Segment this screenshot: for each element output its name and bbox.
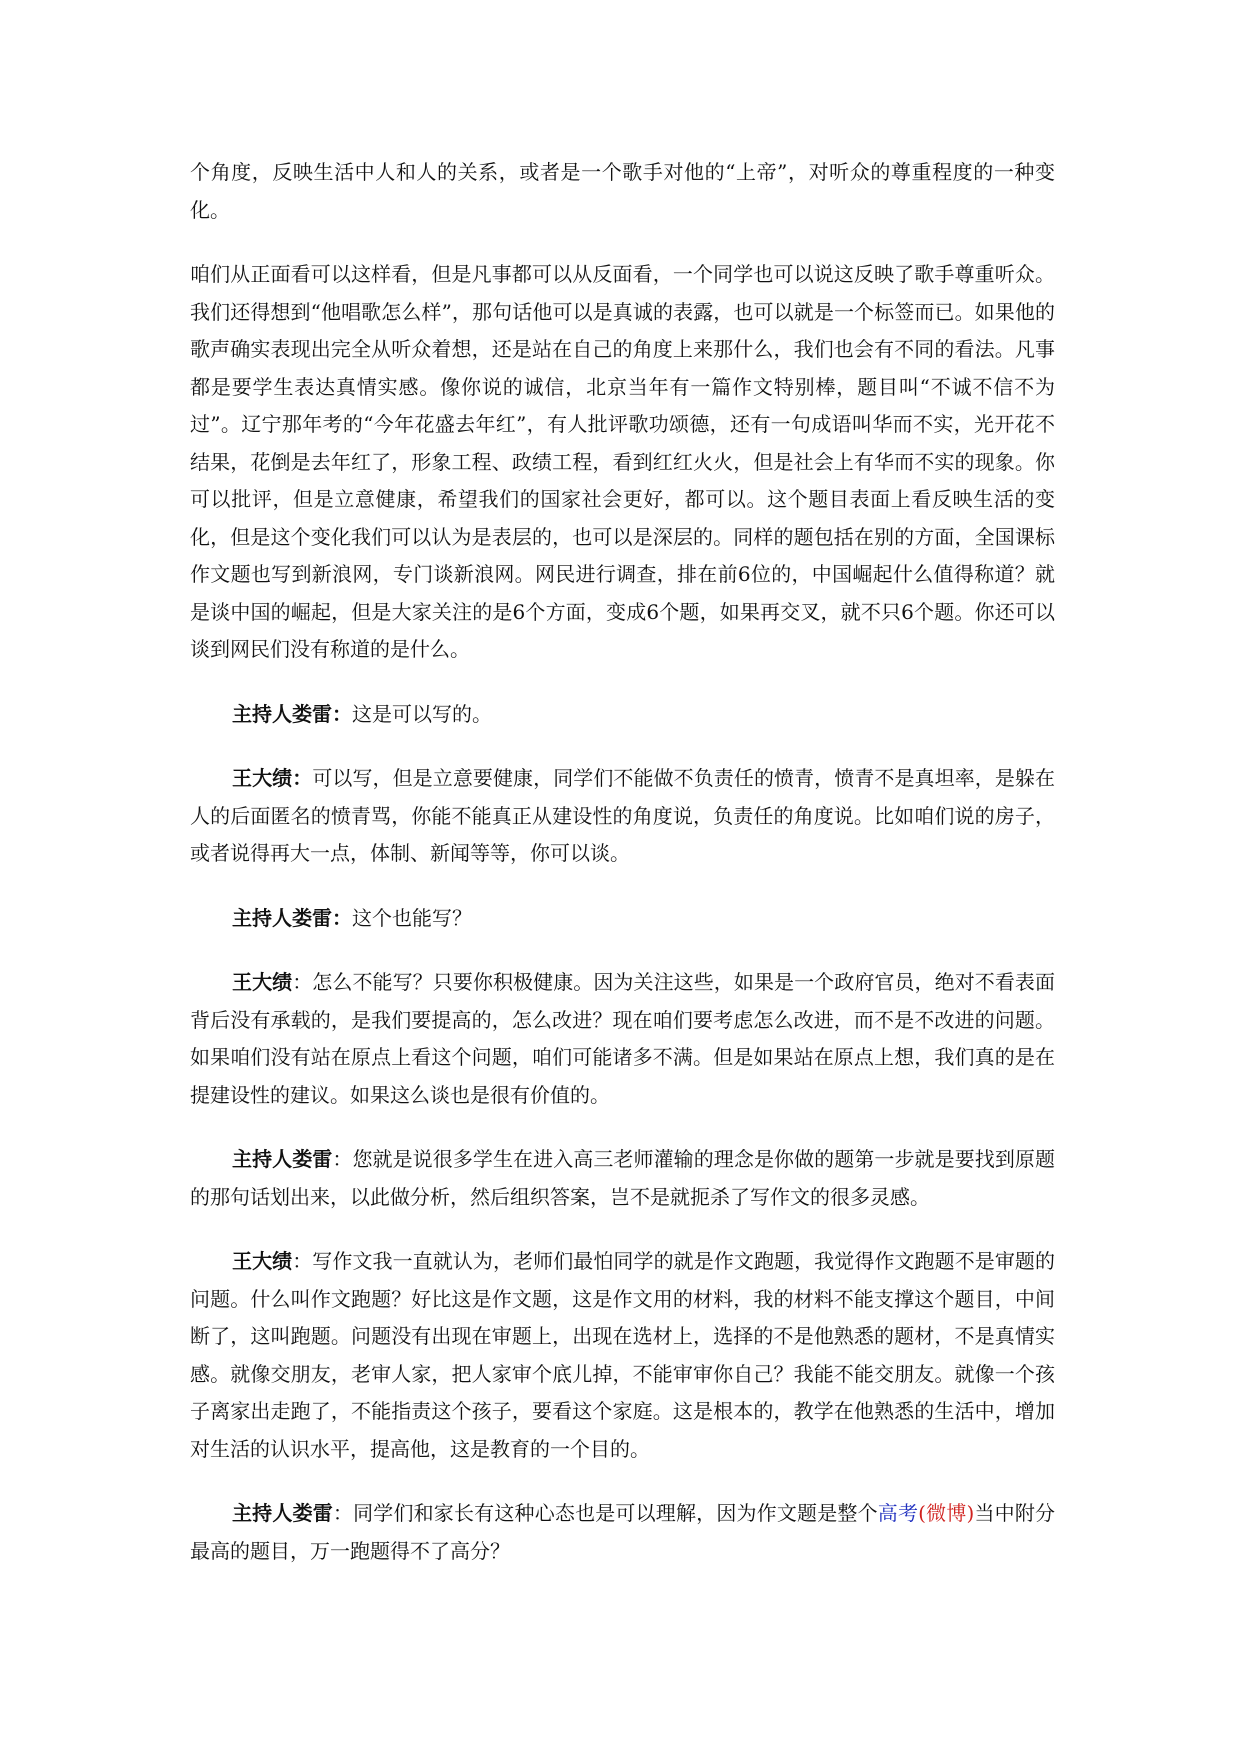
weibo-link[interactable]: 微博 (925, 1501, 967, 1525)
dialogue-text: 这个也能写？ (352, 905, 472, 930)
gaokao-link[interactable]: 高考 (877, 1501, 919, 1525)
speaker-label: 王大绩： (232, 766, 313, 790)
dialogue-text: ：怎么不能写？只要你积极健康。因为关注这些，如果是一个政府官员，绝对不看表面背后没有承载的，是我们要提高的，怎么改进？现在咱们要考虑怎么改进，而不是不改进的问题。如果咱们没有站在原点上看这个问题，咱们可能诸多不满。但是如果站在原点上想，我们真的是在提建设性的建议。如果这么谈也是很有价值的。 (190, 970, 1056, 1107)
paren-close: ) (966, 1501, 975, 1525)
paragraph-continuation: 个角度，反映生活中人和人的关系，或者是一个歌手对他的“上帝”，对听众的尊重程度的一种变化。 (190, 160, 1055, 222)
dialogue-host-2 (190, 900, 1055, 938)
dialogue-host-1 (190, 696, 1055, 734)
dialogue-text: 可以写，但是立意要健康，同学们不能做不负责任的愤青，愤青不是真坦率，是躲在人的后面匿名的愤青骂，你能不能真正从建设性的角度说，负责任的角度说。比如咱们说的房子，或者说得再大一点，体制、新闻等等，你可以谈。 (190, 766, 1056, 865)
dialogue-text: ：写作文我一直就认为，老师们最怕同学的就是作文跑题，我觉得作文跑题不是审题的问题。什么叫作文跑题？好比这是作文题，这是作文用的材料，我的材料不能支撑这个题目，中间断了，这叫跑题。问题没有出现在审题上，出现在选材上，选择的不是他熟悉的题材，不是真情实感。就像交朋友，老审人家，把人家审个底儿掉，不能审审你自己？我能不能交朋友。就像一个孩子离家出走跑了，不能指责这个孩子，要看这个家庭。这是根本的，教学在他熟悉的生活中，增加对生活的认识水平，提高他，这是教育的一个目的。 (190, 1249, 1056, 1461)
dialogue-guest-3 (190, 1243, 1055, 1468)
dialogue-text: 当中附分最高的题目，万一跑题得不了高分？ (190, 1501, 1056, 1563)
dialogue-host-3 (190, 1141, 1055, 1216)
paren-open: ( (918, 1501, 926, 1525)
dialogue-text: ：同学们和家长有这种心态也是可以理解，因为作文题是整个 (332, 1501, 878, 1525)
speaker-label: 王大绩 (232, 1249, 293, 1273)
paragraph-analysis: 咱们从正面看可以这样看，但是凡事都可以从反面看，一个同学也可以说这反映了歌手尊重听众。我们还得想到“他唱歌怎么样”，那句话他可以是真诚的表露，也可以就是一个标签而已。如果他的歌声确实表现出完全从听众着想，还是站在自己的角度上来那什么，我们也会有不同的看法。凡事都是要学生表达真情实感。像你说的诚信，北京当年有一篇作文特别棒，题目叫“不诚不信不为过”。辽宁那年考的“今年花盛去年红”，有人批评歌功颂德，还有一句成语叫华而不实，光开花不结果，花倒是去年红了，形象工程、政绩工程，看到红红火火，但是社会上有华而不实的现象。你可以批评，但是立意健康，希望我们的国家社会更好，都可以。这个题目表面上看反映生活的变化，但是这个变化我们可以认为是表层的，也可以是深层的。同样的题包括在别的方面，全国课标作文题也写到新浪网，专门谈新浪网。网民进行调查，排在前6位的，中国崛起什么值得称道？就是谈中国的崛起，但是大家关注的是6个方面，变成6个题，如果再交叉，就不只6个题。你还可以谈到网民们没有称道的是什么。 (190, 262, 1055, 661)
speaker-label: 主持人娄雷： (232, 701, 352, 726)
speaker-label: 主持人娄雷 (232, 1501, 333, 1525)
dialogue-text: ：您就是说很多学生在进入高三老师灌输的理念是你做的题第一步就是要找到原题的那句话划出来，以此做分析，然后组织答案，岂不是就扼杀了写作文的很多灵感。 (190, 1147, 1055, 1209)
speaker-label: 王大绩 (232, 970, 293, 994)
dialogue-text: 这是可以写的。 (352, 701, 492, 726)
dialogue-guest-1 (190, 760, 1055, 873)
speaker-label: 主持人娄雷 (232, 1147, 333, 1171)
dialogue-guest-2 (190, 964, 1055, 1114)
speaker-label: 主持人娄雷： (232, 905, 352, 930)
dialogue-host-4 (190, 1495, 1055, 1570)
